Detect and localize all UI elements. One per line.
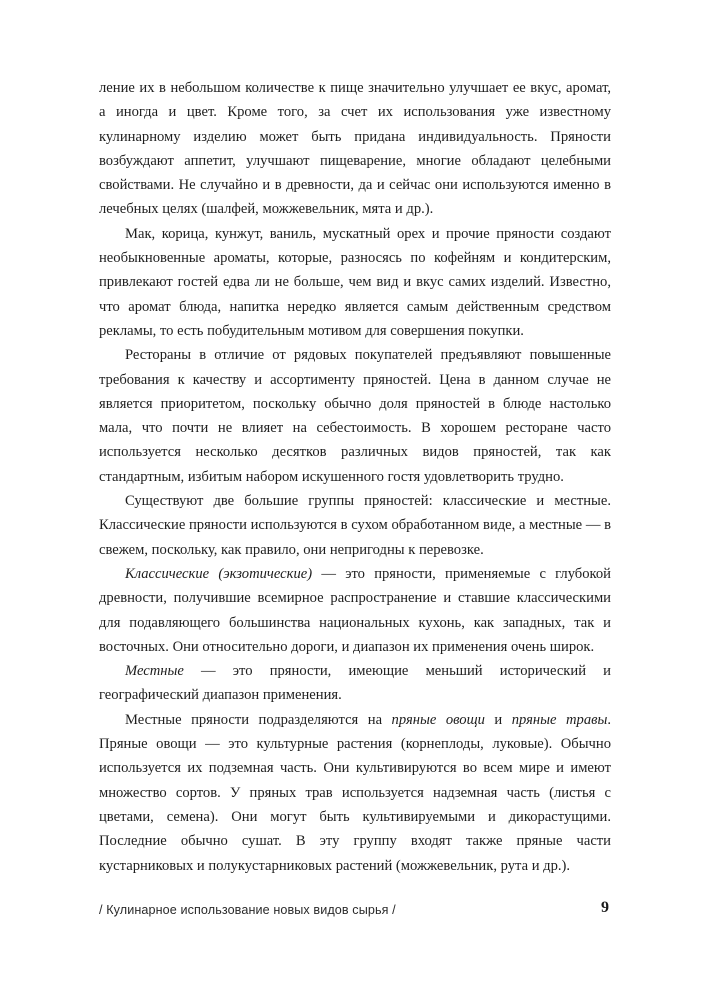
italic-term: Классические (экзотические) (125, 565, 313, 582)
paragraph (99, 76, 611, 222)
text-run: Рестораны в отличие от рядовых покупателей предъявляют повышенные требования к качеству и ассортименту пряностей. Цена в данном случае не является приоритетом, поскольку обычно доля пряностей в блюде настолько мала, что почти не влияет на себестоимость. В хорошем ресторане часто используется несколько десятков различных видов пряностей, так как стандартным, избитым набором искушенного гостя удовлетворить трудно. (99, 347, 611, 485)
paragraph (99, 222, 611, 343)
italic-term: пряные овощи (391, 711, 485, 728)
italic-term: Местные (125, 663, 184, 680)
paragraph (99, 489, 611, 562)
paragraph (99, 343, 611, 489)
paragraph (99, 659, 611, 708)
body-text (99, 76, 611, 878)
running-title: / Кулинарное использование новых видов сырья / (99, 903, 396, 917)
text-run: — это пряности, применяемые с глубокой древности, получившие всемирное распространение и ставшие классическими для подавляющего большинства национальных кухонь, как западных, так и восточных. Они относительно дороги, и диапазон их применения очень широк. (99, 565, 611, 655)
text-run: Местные пряности подразделяются на (125, 711, 392, 728)
text-run: Мак, корица, кунжут, ваниль, мускатный орех и прочие пряности создают необыкновенные ароматы, которые, разносясь по кофейням и кондитерским, привлекают гостей едва ли не больше, чем вид и вкус самих изделий. Известно, что аромат блюда, напитка нередко является самым действенным средством рекламы, то есть побудительным мотивом для совершения покупки. (99, 225, 611, 339)
paragraph (99, 708, 611, 878)
text-run: ление их в небольшом количестве к пище значительно улучшает ее вкус, аромат, а иногда и цвет. Кроме того, за счет их использования уже известному кулинарному изделию может быть придана индивидуальность. Пряности возбуждают аппетит, улучшают пищеварение, многие обладают целебными свойствами. Не случайно и в древности, да и сейчас они используются именно в лечебных целях (шалфей, можжевельник, мята и др.). (99, 80, 611, 218)
text-run: . Пряные овощи — это культурные растения (корнеплоды, луковые). Обычно используется их подземная часть. Они культивируются во всем мире и имеют множество сортов. У пряных трав используется надземная часть (листья с цветами, семена). Они могут быть культивируемыми и дикорастущими. Последние обычно сушат. В эту группу входят также пряные части кустарниковых и полукустарниковых растений (можжевельник, рута и др.). (99, 711, 611, 874)
page-number: 9 (601, 899, 609, 916)
text-run: и (484, 711, 512, 728)
page-footer (99, 899, 611, 923)
italic-term: пряные травы (511, 711, 608, 728)
paragraph (99, 562, 611, 659)
text-run: Существуют две большие группы пряностей: классические и местные. Классические пряности используются в сухом обработанном виде, а местные — в свежем, поскольку, как правило, они непригодны к перевозке. (99, 493, 611, 558)
text-run: — это пряности, имеющие меньший исторический и географический диапазон применения. (99, 663, 611, 704)
